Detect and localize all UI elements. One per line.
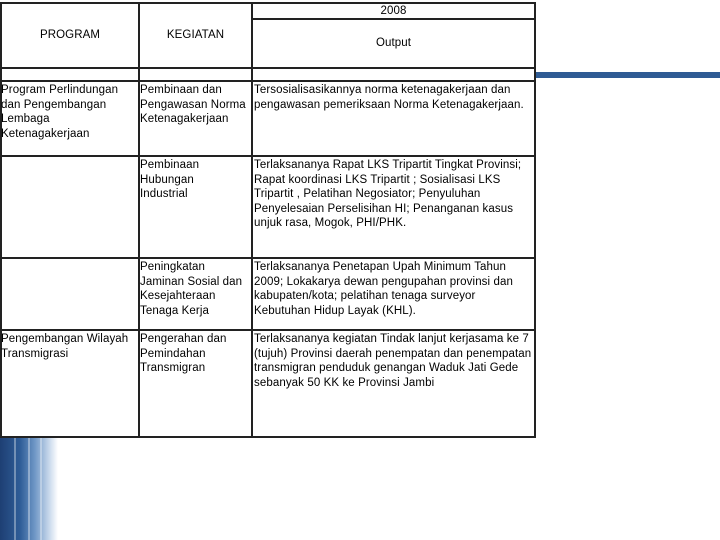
row1-output: Tersosialisasikannya norma ketenagakerjaan dan pengawasan pemeriksaan Norma Ketenagakerjaan. <box>254 84 524 111</box>
table-rule <box>0 257 536 259</box>
row2-output: Terlaksananya Rapat LKS Tripartit Tingkat Provinsi; Rapat koordinasi LKS Tripartit ; Sosialisasi LKS Tripartit , Pelatihan Negosiator; Penyuluhan Penyelesaian Perselisihan HI; Penanganan kasus unjuk rasa, Mogok, PHI/PHK. <box>254 159 522 229</box>
row4-program: Pengembangan Wilayah Transmigrasi <box>1 333 129 360</box>
table-column-rule <box>251 2 253 438</box>
row3-output: Terlaksananya Penetapan Upah Minimum Tahun 2009; Lokakarya dewan pengupahan provinsi dan kabupaten/kota; pelatihan tenaga surveyor Kebutuhan Hidup Layak (KHL). <box>254 261 513 317</box>
table-rule <box>0 329 536 331</box>
table-border-right <box>534 2 536 438</box>
table-rule <box>0 67 536 69</box>
slide-background-block <box>536 3 720 72</box>
row1-program: Program Perlindungan dan Pengembangan Lembaga Ketenagakerjaan <box>1 84 119 140</box>
row4-kegiatan: Pengerahan dan Pemindahan Transmigran <box>140 333 227 374</box>
header-program: PROGRAM <box>39 29 101 41</box>
table-rule <box>0 80 536 82</box>
table-border-bottom <box>0 436 536 438</box>
table-border-left <box>0 2 2 438</box>
row3-kegiatan: Peningkatan Jaminan Sosial dan Kesejahteraan Tenaga Kerja <box>140 261 243 317</box>
row1-kegiatan: Pembinaan dan Pengawasan Norma Ketenagakerjaan <box>140 84 246 125</box>
header-output: Output <box>375 37 412 49</box>
table-rule <box>0 155 536 157</box>
slide-accent-strip <box>0 438 58 540</box>
slide-accent-line <box>536 72 720 78</box>
header-kegiatan: KEGIATAN <box>166 29 225 41</box>
row2-kegiatan: Pembinaan Hubungan Industrial <box>140 159 200 200</box>
row4-output: Terlaksananya kegiatan Tindak lanjut kerjasama ke 7 (tujuh) Provinsi daerah penempatan dan penempatan transmigran penduduk genangan Waduk Jati Gede sebanyak 50 KK ke Provinsi Jambi <box>254 333 532 389</box>
header-year: 2008 <box>380 5 407 17</box>
